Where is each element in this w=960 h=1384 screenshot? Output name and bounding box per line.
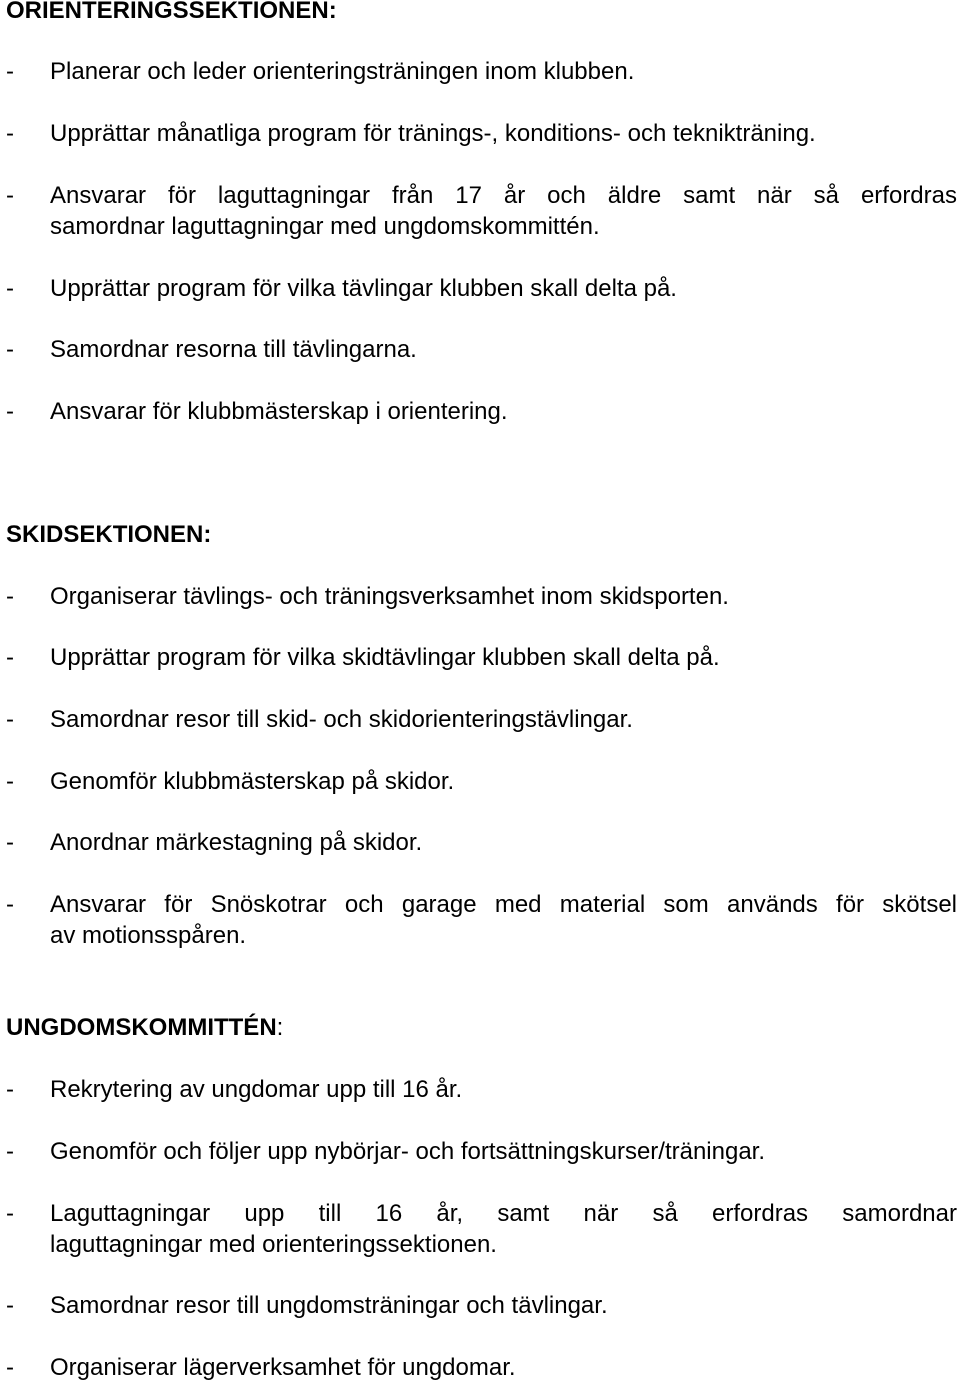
- bullet-dash: -: [6, 706, 14, 733]
- list-item: [6, 1198, 957, 1260]
- list-item: [6, 180, 957, 242]
- list-item: [6, 56, 957, 87]
- list-item: [6, 889, 957, 951]
- bullet-dash: -: [6, 829, 14, 856]
- section-title-colon: :: [276, 1014, 284, 1041]
- list-item: [6, 704, 957, 735]
- section-title: UNGDOMSKOMMITTÉN: [6, 1014, 277, 1041]
- bullet-dash: -: [6, 58, 14, 85]
- list-item: [6, 1352, 957, 1383]
- list-item-text: Upprättar program för vilka tävlingar klubben skall delta på.: [50, 275, 677, 302]
- list-item-text: Anordnar märkestagning på skidor.: [50, 829, 423, 856]
- list-item-text: Organiserar tävlings- och träningsverksamhet inom skidsporten.: [50, 583, 729, 610]
- list-item: [6, 1136, 957, 1167]
- bullet-dash: -: [6, 275, 14, 302]
- list-item: [6, 766, 957, 797]
- section-heading-ungdom: [6, 1013, 283, 1043]
- list-item: [6, 396, 957, 427]
- bullet-dash: -: [6, 1200, 14, 1227]
- list-item-text: Samordnar resorna till tävlingarna.: [50, 336, 417, 363]
- bullet-dash: -: [6, 120, 14, 147]
- list-item-text-line: av motionsspåren.: [50, 922, 247, 949]
- bullet-dash: -: [6, 336, 14, 363]
- list-item-text: Rekrytering av ungdomar upp till 16 år.: [50, 1076, 463, 1103]
- list-item-text-line: Ansvarar för Snöskotrar och garage med material som används för skötsel: [50, 891, 957, 918]
- bullet-dash: -: [6, 644, 14, 671]
- list-item-text-line: laguttagningar med orienteringssektionen.: [50, 1231, 497, 1258]
- list-item: [6, 827, 957, 858]
- list-item-text: Genomför och följer upp nybörjar- och fortsättningskurser/träningar.: [50, 1138, 766, 1165]
- section-title: ORIENTERINGSSEKTIONEN:: [6, 0, 337, 24]
- list-item: [6, 1290, 957, 1321]
- list-item: [6, 1074, 957, 1105]
- list-item-text: Ansvarar för klubbmästerskap i orientering.: [50, 398, 508, 425]
- list-item: [6, 642, 957, 673]
- list-item: [6, 581, 957, 612]
- bullet-dash: -: [6, 1354, 14, 1381]
- bullet-dash: -: [6, 1292, 14, 1319]
- bullet-dash: -: [6, 768, 14, 795]
- list-item-text: Upprättar månatliga program för tränings-, konditions- och teknikträning.: [50, 120, 816, 147]
- bullet-dash: -: [6, 1076, 14, 1103]
- section-heading-orientering: [6, 0, 337, 26]
- bullet-dash: -: [6, 891, 14, 918]
- list-item-text: Planerar och leder orienteringsträningen inom klubben.: [50, 58, 635, 85]
- bullet-dash: -: [6, 182, 14, 209]
- bullet-dash: -: [6, 1138, 14, 1165]
- list-item-text: Samordnar resor till skid- och skidorienteringstävlingar.: [50, 706, 633, 733]
- list-item-text: Upprättar program för vilka skidtävlingar klubben skall delta på.: [50, 644, 720, 671]
- list-item: [6, 334, 957, 365]
- bullet-dash: -: [6, 398, 14, 425]
- list-item-text-line: Ansvarar för laguttagningar från 17 år och äldre samt när så erfordras: [50, 182, 957, 209]
- list-item-text-line: samordnar laguttagningar med ungdomskommittén.: [50, 213, 600, 240]
- list-item-text: Samordnar resor till ungdomsträningar och tävlingar.: [50, 1292, 608, 1319]
- list-item-text: Organiserar lägerverksamhet för ungdomar.: [50, 1354, 516, 1381]
- section-title: SKIDSEKTIONEN:: [6, 521, 212, 548]
- list-item: [6, 118, 957, 149]
- bullet-dash: -: [6, 583, 14, 610]
- list-item-text-line: Laguttagningar upp till 16 år, samt när så erfordras samordnar: [50, 1200, 957, 1227]
- section-heading-skid: [6, 520, 211, 550]
- list-item-text: Genomför klubbmästerskap på skidor.: [50, 768, 455, 795]
- list-item: [6, 273, 957, 304]
